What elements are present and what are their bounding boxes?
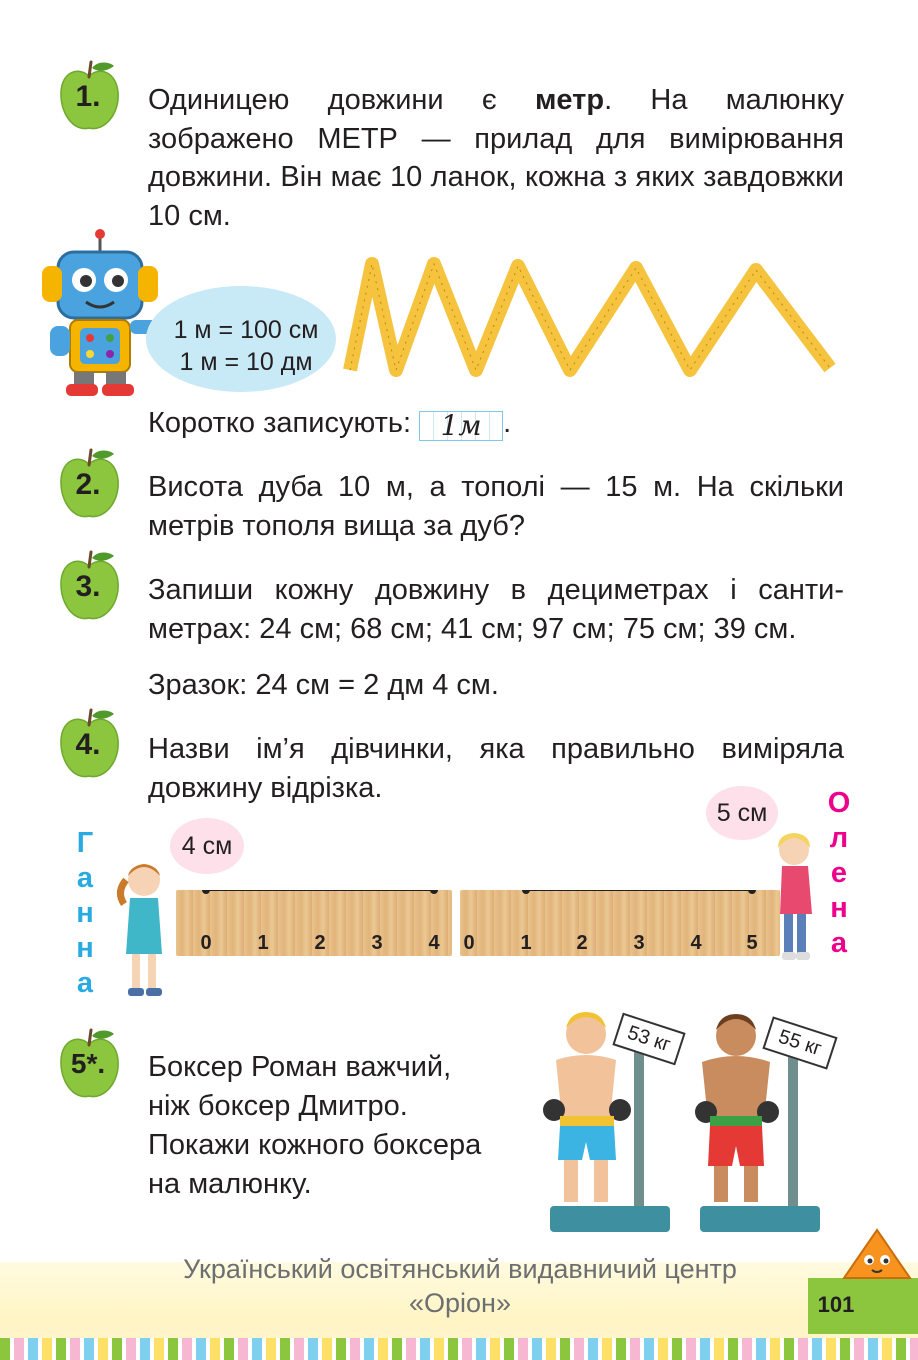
girl-hanna-illustration — [112, 858, 174, 1000]
ruler-tick-label: 4 — [428, 932, 440, 954]
task5-line: Покажи кожного боксера — [148, 1129, 482, 1161]
task5-line: Боксер Роман важчий, — [148, 1051, 452, 1083]
task5-line: ніж боксер Дмитро. — [148, 1090, 408, 1122]
task-number: 2. — [75, 468, 101, 501]
short-notation-line — [148, 404, 511, 442]
task5-line: на малюнку. — [148, 1168, 312, 1200]
folding-meter-illustration — [338, 252, 848, 382]
ruler-right — [460, 890, 780, 956]
ruler-tick-label: 4 — [690, 932, 702, 954]
task5-text — [148, 1048, 481, 1204]
period: . — [503, 407, 512, 439]
ruler-tick-label: 0 — [200, 932, 212, 954]
triangle-mascot-icon — [842, 1226, 912, 1282]
publisher-name — [130, 1252, 790, 1320]
task-number-badge-1 — [58, 58, 122, 134]
task-number-badge-5 — [58, 1026, 122, 1102]
name-hanna-vertical — [70, 826, 100, 1001]
publisher-line-1: Український освітянський видавничий центр — [183, 1254, 737, 1284]
name-letter: О — [827, 787, 851, 819]
handwritten-unit: 1м — [419, 411, 503, 441]
bubble-line-1: 1 м = 100 см — [173, 316, 319, 344]
name-letter: Г — [76, 827, 94, 859]
bubble-text — [154, 314, 338, 378]
name-letter: а — [76, 967, 94, 999]
name-letter: н — [830, 892, 848, 924]
task-number: 5*. — [70, 1048, 106, 1079]
olena-speech-bubble: 5 см — [706, 786, 778, 840]
name-letter: н — [76, 897, 94, 929]
short-notation-label: Коротко записують: — [148, 407, 420, 439]
ruler-left — [176, 890, 452, 956]
robot-illustration — [30, 228, 170, 398]
ruler-tick-label: 1 — [520, 932, 532, 954]
task-number: 4. — [75, 728, 101, 761]
publisher-line-2: «Оріон» — [409, 1288, 511, 1318]
bubble-line-2: 1 м = 10 дм — [179, 348, 313, 376]
task-number-badge-2 — [58, 446, 122, 522]
ruler-tick-label: 1 — [257, 932, 269, 954]
ruler-tick-label: 2 — [314, 932, 326, 954]
task1-text: Одиницею довжини є метр. На малюнку зображено МЕТР — прилад для вимірювання довжини. Він має 10 ланок, кожна з яких завдовжки 10 см. — [148, 84, 844, 232]
scale-weight-label-1: 53 кг — [612, 1013, 685, 1066]
name-olena-vertical — [824, 786, 854, 961]
ruler-tick-label: 3 — [371, 932, 383, 954]
task3-sample: Зразок: 24 см = 2 дм 4 см. — [148, 669, 499, 701]
task-number-badge-4 — [58, 706, 122, 782]
ruler-tick-label: 5 — [746, 932, 758, 954]
task3-text: Запиши кожну довжину в дециметрах і санти-метрах: 24 см; 68 см; 41 см; 97 см; 75 см; 39 см. — [148, 574, 844, 645]
task4-text: Назви ім’я дівчинки, яка правильно виміряла довжину відрізка. — [148, 733, 844, 804]
ruler-tick-label: 2 — [576, 932, 588, 954]
page-number: 101 — [817, 1292, 855, 1317]
name-letter: л — [829, 822, 849, 854]
hanna-speech-bubble: 4 см — [170, 818, 244, 874]
task-number: 3. — [75, 570, 101, 603]
scale-weight-label-2: 55 кг — [762, 1016, 837, 1069]
name-letter: н — [76, 932, 94, 964]
task-number: 1. — [75, 80, 101, 113]
task-number-badge-3 — [58, 548, 122, 624]
footer-decorative-stripes — [0, 1338, 918, 1360]
task2-text: Висота дуба 10 м, а тополі — 15 м. На скільки метрів тополя вища за дуб? — [148, 471, 844, 542]
ruler-tick-label: 0 — [463, 932, 475, 954]
name-letter: а — [76, 862, 94, 894]
name-letter: е — [830, 857, 848, 889]
name-letter: а — [830, 927, 848, 959]
ruler-tick-label: 3 — [633, 932, 645, 954]
